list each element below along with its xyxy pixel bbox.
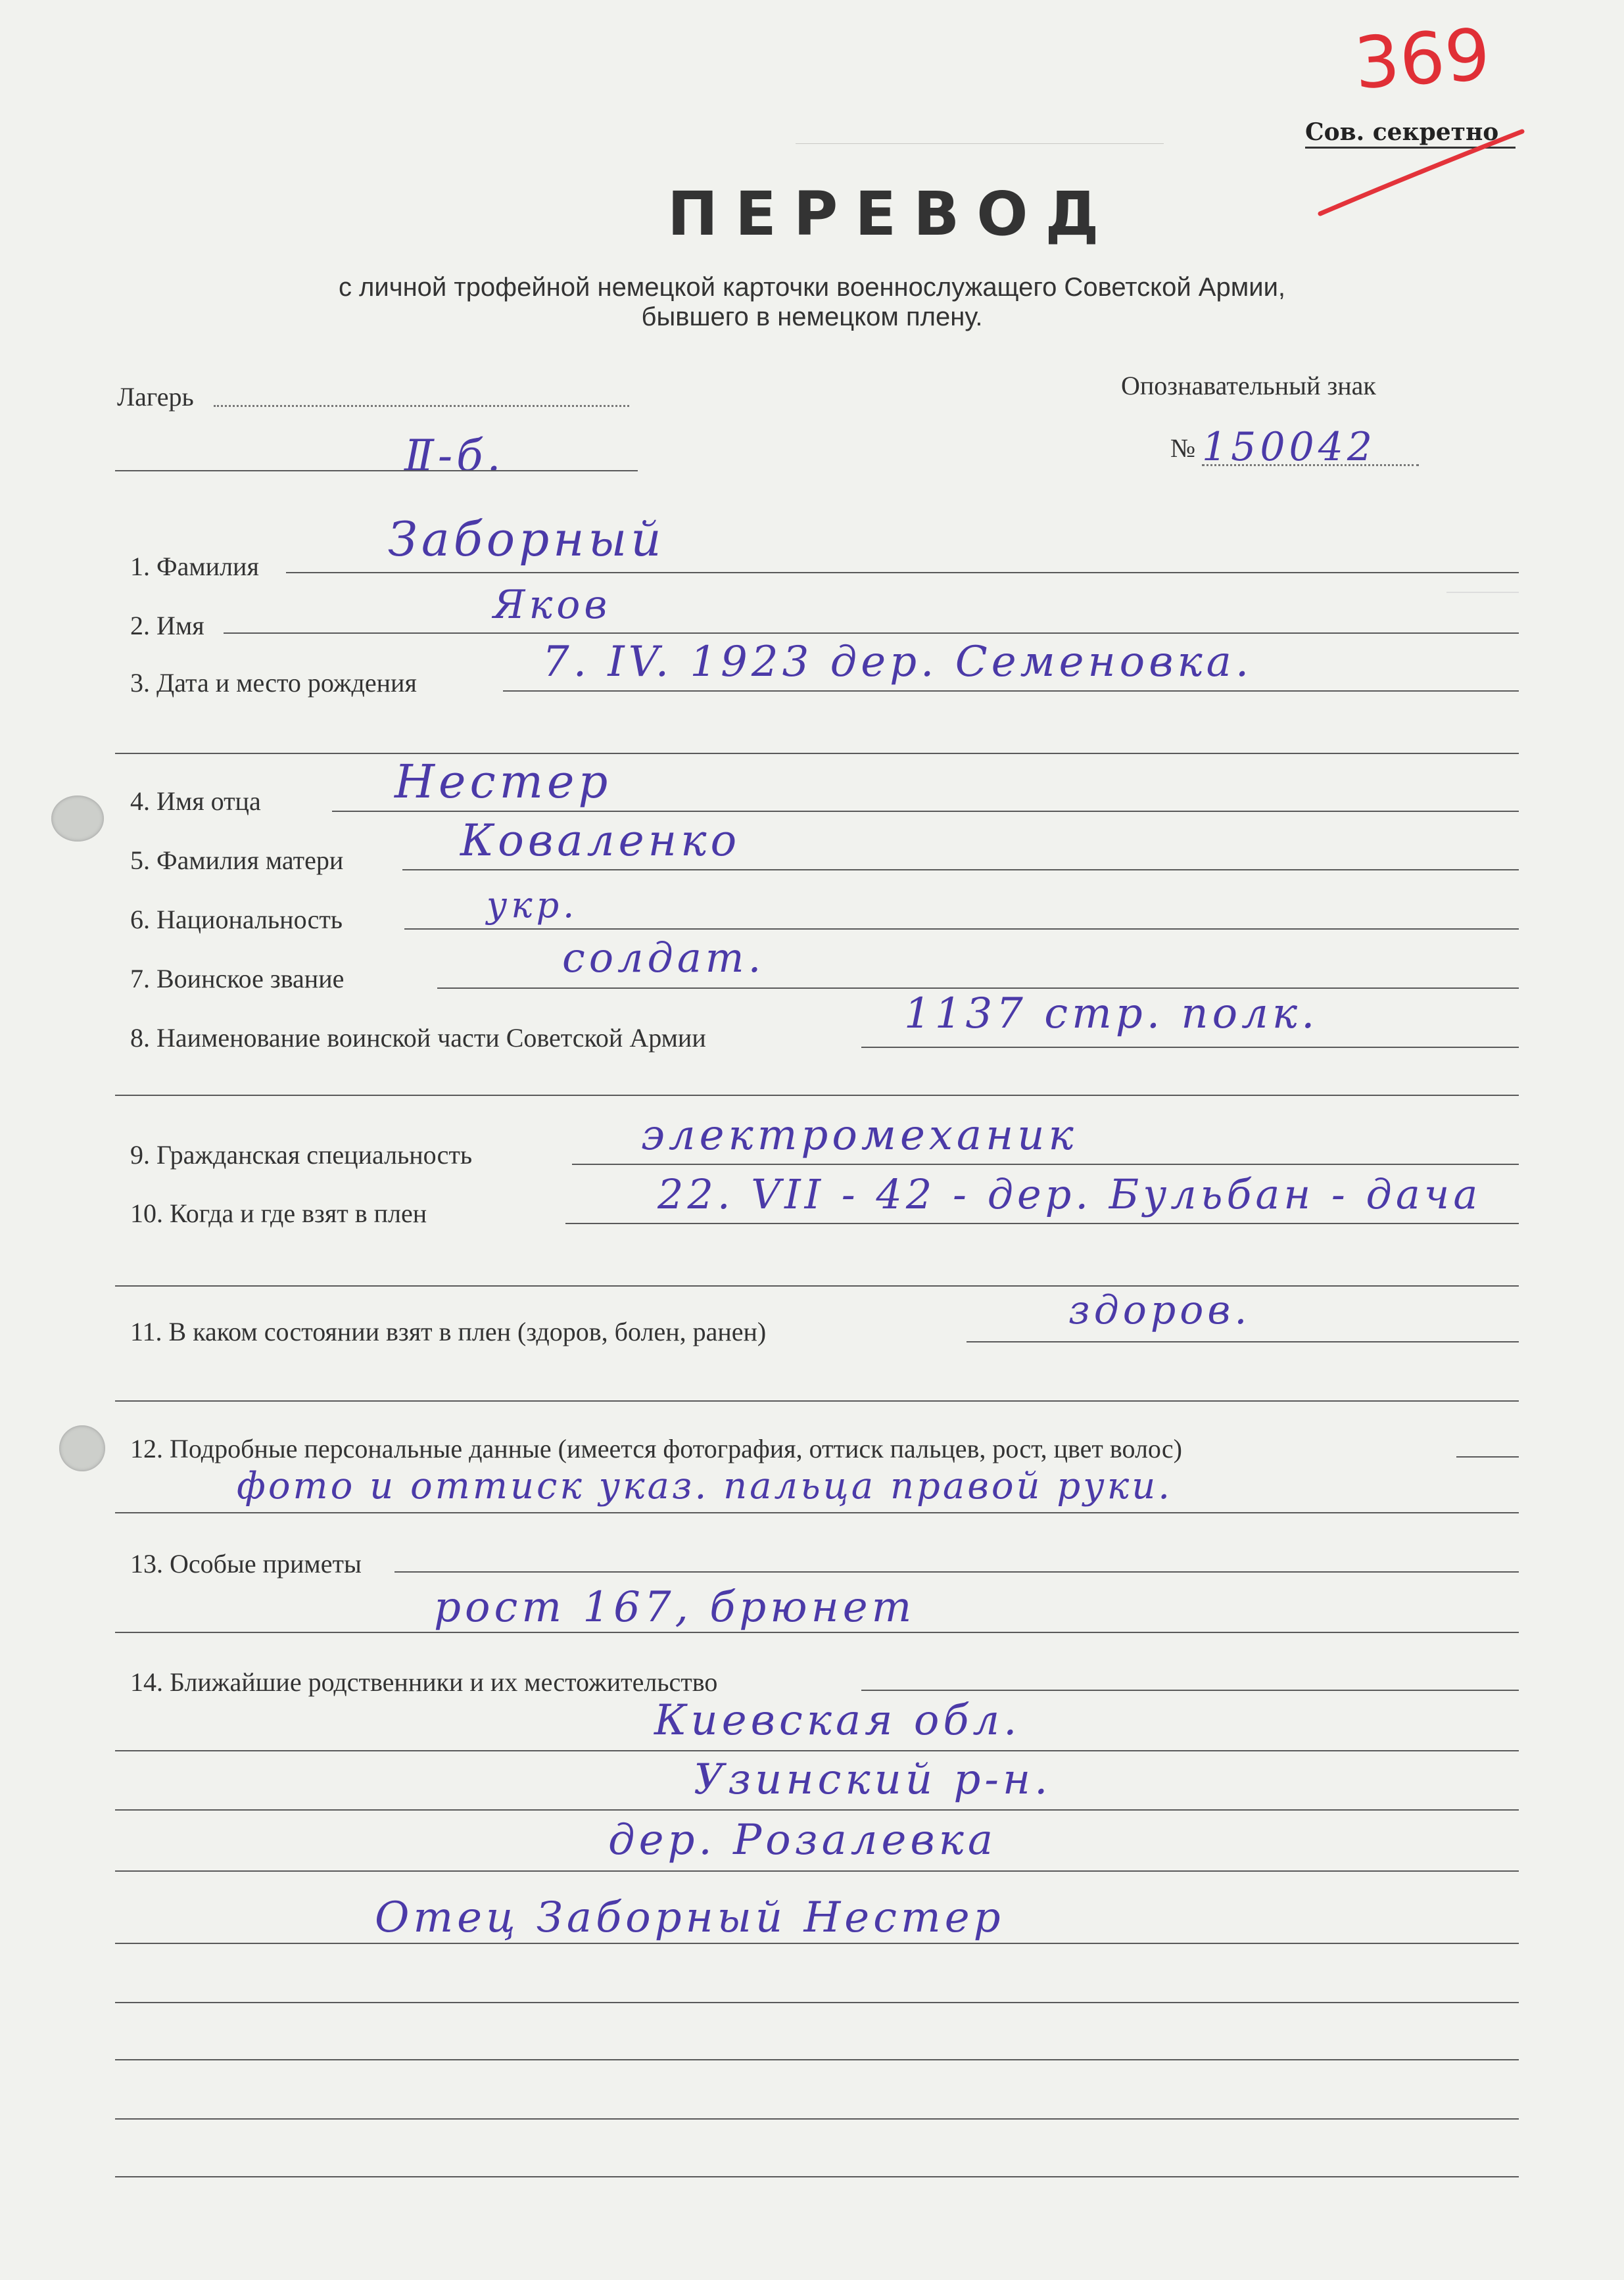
field-captured-when-rule <box>565 1223 1519 1224</box>
document-title: ПЕРЕВОД <box>667 179 1116 249</box>
field-father-label: 4. Имя отца <box>130 786 261 816</box>
red-strike-mark <box>1315 85 1525 230</box>
relatives-rule-4 <box>115 1870 1519 1872</box>
field-special-marks-value: рост 167, брюнет <box>434 1583 916 1632</box>
faint-rule <box>796 143 1164 144</box>
field-relatives-value-line-3: дер. Розалевка <box>608 1816 997 1864</box>
id-mark-prefix: № <box>1170 433 1196 463</box>
field-name-value: Яков <box>493 582 611 628</box>
field-relatives-label: 14. Ближайшие родственники и их местожительство <box>130 1667 718 1697</box>
archive-number: 369 <box>1351 13 1493 106</box>
field-personal-data-rule <box>1456 1456 1519 1458</box>
field-condition-rule <box>967 1341 1519 1342</box>
field-birth-label: 3. Дата и место рождения <box>130 668 417 698</box>
field-unit-value: 1137 стр. полк. <box>904 989 1319 1038</box>
field-rank-label: 7. Воинское звание <box>130 964 345 993</box>
field-mother-rule <box>402 869 1519 870</box>
relatives-rule-5 <box>115 1943 1519 1944</box>
field-civil-specialty-label: 9. Гражданская специальность <box>130 1140 473 1170</box>
field-birth-rule <box>503 690 1519 692</box>
field-nationality-label: 6. Национальность <box>130 905 343 934</box>
camp-value: Ⅱ-б. <box>404 431 505 481</box>
field-rank-rule <box>437 987 1519 989</box>
field-relatives-value-line-1: Киевская обл. <box>654 1696 1021 1745</box>
subtitle-line-1: с личной трофейной немецкой карточки военнослужащего Советской Армии, <box>338 273 1286 302</box>
id-mark-value: 150042 <box>1202 424 1377 470</box>
punch-hole-bottom <box>59 1425 105 1471</box>
field-personal-data-value: фото и оттиск указ. пальца правой руки. <box>237 1465 1173 1508</box>
field-civil-specialty-value: электромеханик <box>641 1111 1078 1160</box>
relatives-rule-3 <box>115 1809 1519 1811</box>
field-relatives-value-line-4: Отец Заборный Нестер <box>375 1893 1005 1942</box>
field-nationality-value: укр. <box>487 884 579 926</box>
field-rank-value: солдат. <box>562 934 765 982</box>
field-personal-data-label: 12. Подробные персональные данные (имеется фотография, оттиск пальцев, рост, цвет волос) <box>130 1434 1182 1463</box>
field-special-marks-rule <box>394 1571 1519 1573</box>
relatives-rule-2 <box>115 1750 1519 1751</box>
field-relatives-value-line-2: Узинский р-н. <box>694 1755 1052 1804</box>
camp-dotted-line <box>214 405 629 407</box>
relatives-rule-7 <box>115 2059 1519 2060</box>
field-name-rule <box>224 632 1519 634</box>
field-mother-label: 5. Фамилия матери <box>130 845 344 875</box>
field-birth-value: 7. IV. 1923 дер. Семеновка. <box>542 638 1253 686</box>
faint-margin-mark <box>1446 592 1519 593</box>
field-unit-rule-2 <box>115 1095 1519 1096</box>
id-mark-dotted-line <box>1202 464 1419 466</box>
relatives-rule-6 <box>115 2002 1519 2003</box>
subtitle-line-2: бывшего в немецком плену. <box>641 302 983 331</box>
field-captured-when-rule-2 <box>115 1285 1519 1287</box>
field-relatives-rule <box>861 1690 1519 1691</box>
field-nationality-rule <box>404 928 1519 930</box>
field-surname-rule <box>286 572 1519 573</box>
field-name-label: 2. Имя <box>130 611 204 640</box>
field-unit-rule <box>861 1047 1519 1048</box>
field-condition-rule-2 <box>115 1400 1519 1402</box>
field-unit-label: 8. Наименование воинской части Советской Армии <box>130 1023 706 1053</box>
field-mother-value: Коваленко <box>460 815 741 866</box>
camp-label: Лагерь <box>117 382 194 412</box>
field-civil-specialty-rule <box>572 1164 1519 1165</box>
secrecy-stamp: Сов. секретно <box>1305 118 1499 146</box>
field-condition-value: здоров. <box>1068 1287 1251 1333</box>
field-father-rule <box>332 811 1519 812</box>
camp-rule <box>115 470 638 471</box>
punch-hole-top <box>51 796 104 842</box>
field-special-marks-rule-2 <box>115 1632 1519 1633</box>
field-father-value: Нестер <box>394 755 612 809</box>
field-captured-when-label: 10. Когда и где взят в плен <box>130 1199 427 1228</box>
field-surname-label: 1. Фамилия <box>130 552 259 581</box>
field-captured-when-value: 22. VII - 42 - дер. Бульбан - дача <box>657 1170 1482 1218</box>
field-surname-value: Заборный <box>388 511 665 567</box>
field-birth-rule-2 <box>115 753 1519 754</box>
id-mark-label: Опознавательный знак <box>1121 371 1376 400</box>
relatives-rule-8 <box>115 2118 1519 2120</box>
field-personal-data-rule-2 <box>115 1512 1519 1513</box>
relatives-rule-9 <box>115 2176 1519 2177</box>
field-special-marks-label: 13. Особые приметы <box>130 1549 362 1579</box>
field-condition-label: 11. В каком состоянии взят в плен (здоров, болен, ранен) <box>130 1317 767 1346</box>
